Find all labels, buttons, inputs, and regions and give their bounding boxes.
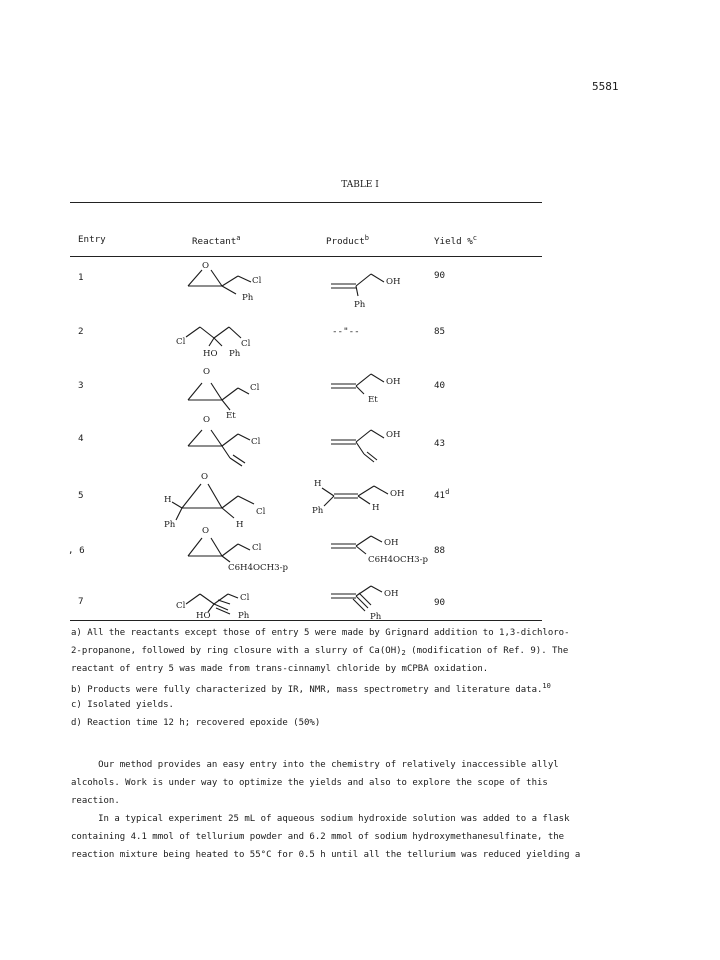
entry-3-O: O — [203, 367, 211, 377]
footnote-d: d) Reaction time 12 h; recovered epoxide (50%) — [71, 718, 321, 728]
entry-3-prod-Et: Et — [368, 395, 378, 405]
entry-7-prod-Ph: Ph — [370, 612, 382, 622]
header-product: Product$^b$ — [326, 234, 369, 247]
entry-2-number: 2 — [78, 326, 84, 337]
body-paragraph-2-line-2: containing 4.1 mmol of tellurium powder and 6.2 mmol of sodium hydroxymethanesulfinate, the — [71, 832, 565, 842]
entry-7-HO: HO — [196, 611, 211, 621]
entry-5-H-right: H — [236, 520, 244, 530]
entry-1-number: 1 — [78, 272, 84, 283]
entry-6-Cl: Cl — [252, 543, 262, 553]
entry-6-product-structure — [331, 536, 428, 565]
entry-6-anisyl: C6H4OCH3-p — [228, 563, 288, 573]
entry-5-number: 5 — [78, 490, 84, 501]
entry-2-Ph: Ph — [229, 349, 241, 359]
entry-1-O: O — [202, 261, 210, 271]
body-paragraph-1-line-1: Our method provides an easy entry into the chemistry of relatively inaccessible allyl — [71, 760, 559, 770]
entry-5-O: O — [201, 472, 209, 482]
entry-4-reactant-structure — [188, 415, 261, 466]
entry-7-OH: OH — [384, 589, 399, 599]
entry-3-yield: 40 — [434, 380, 446, 391]
entry-2-yield: 85 — [434, 326, 446, 337]
entry-5-reactant-structure — [164, 472, 266, 530]
entry-7-number: 7 — [78, 596, 84, 607]
entry-1-reactant-structure — [188, 261, 262, 303]
footnote-a-line2: 2-propanone, followed by ring closure with a slurry of $Ca(OH)_2$ (modification of Ref. 9). The — [71, 646, 569, 657]
entry-7-product-structure — [331, 586, 399, 622]
entry-5-yield: 41$^d$ — [434, 488, 450, 501]
entry-1-Cl: Cl — [252, 276, 262, 286]
entry-7-reactant-structure — [176, 593, 250, 621]
entry-1-yield: 90 — [434, 270, 446, 281]
entry-3-number: 3 — [78, 380, 84, 391]
entry-4-O: O — [203, 415, 211, 425]
header-yield: Yield %$^c$ — [434, 234, 477, 247]
entry-4-Cl: Cl — [251, 437, 261, 447]
entry-5-H-left: H — [164, 495, 172, 505]
footnote-a-line1: a) All the reactants except those of entry 5 were made by Grignard addition to 1,3-dichloro- — [71, 628, 570, 638]
body-paragraph-1-line-3: reaction. — [71, 796, 120, 806]
entry-6-reactant-structure — [188, 526, 288, 573]
entry-7-Cl-left: Cl — [176, 601, 186, 611]
entry-6-prod-anisyl: C6H4OCH3-p — [368, 555, 428, 565]
entry-4-number: 4 — [78, 433, 84, 444]
entry-5-prod-Ph: Ph — [312, 506, 324, 516]
entry-5-Ph: Ph — [164, 520, 176, 530]
entry-1-Ph: Ph — [242, 293, 254, 303]
entry-4-yield: 43 — [434, 438, 446, 449]
entry-7-Cl-right: Cl — [240, 593, 250, 603]
body-paragraph-1-line-2: alcohols. Work is under way to optimize the yields and also to explore the scope of this — [71, 778, 548, 788]
footnote-a-line3: reactant of entry 5 was made from trans-cinnamyl chloride by mCPBA oxidation. — [71, 664, 489, 674]
entry-3-product-structure — [331, 374, 401, 405]
header-reactant: Reactant$^a$ — [192, 234, 241, 247]
entry-2-Cl-right: Cl — [241, 339, 251, 349]
entry-5-product-structure — [312, 479, 405, 516]
entry-2-HO: HO — [203, 349, 218, 359]
entry-3-reactant-structure — [188, 367, 260, 421]
entry-3-Et: Et — [226, 411, 236, 421]
body-paragraph-2-line-3: reaction mixture being heated to 55°C for 0.5 h until all the tellurium was reduced yielding a — [71, 850, 581, 860]
entry-6-O: O — [202, 526, 210, 536]
table-title: TABLE I — [341, 180, 379, 190]
footnote-c: c) Isolated yields. — [71, 700, 174, 710]
header-entry: Entry — [78, 234, 106, 245]
entry-7-Ph: Ph — [238, 611, 250, 621]
entry-1-OH: OH — [386, 277, 401, 287]
entry-4-OH: OH — [386, 430, 401, 440]
entry-2-reactant-structure — [176, 327, 251, 359]
entry-6-number: , 6 — [68, 545, 85, 556]
entry-5-prod-H-left: H — [314, 479, 322, 489]
entry-3-Cl: Cl — [250, 383, 260, 393]
footnote-b: b) Products were fully characterized by IR, NMR, mass spectrometry and literature data.$^{10}$ — [71, 682, 551, 695]
entry-5-prod-H-right: H — [372, 503, 380, 513]
entry-6-yield: 88 — [434, 545, 446, 556]
entry-3-OH: OH — [386, 377, 401, 387]
entry-6-OH: OH — [384, 538, 399, 548]
entry-2-product-ditto: --"-- — [332, 326, 360, 337]
entry-5-Cl: Cl — [256, 507, 266, 517]
entry-1-prod-Ph: Ph — [354, 300, 366, 310]
entry-4-product-structure — [331, 430, 401, 462]
body-paragraph-2-line-1: In a typical experiment 25 mL of aqueous sodium hydroxide solution was added to a flask — [71, 814, 570, 824]
entry-1-product-structure — [331, 274, 401, 310]
entry-2-Cl-left: Cl — [176, 337, 186, 347]
entry-5-OH: OH — [390, 489, 405, 499]
entry-7-yield: 90 — [434, 597, 446, 608]
page-number: 5581 — [592, 80, 619, 93]
